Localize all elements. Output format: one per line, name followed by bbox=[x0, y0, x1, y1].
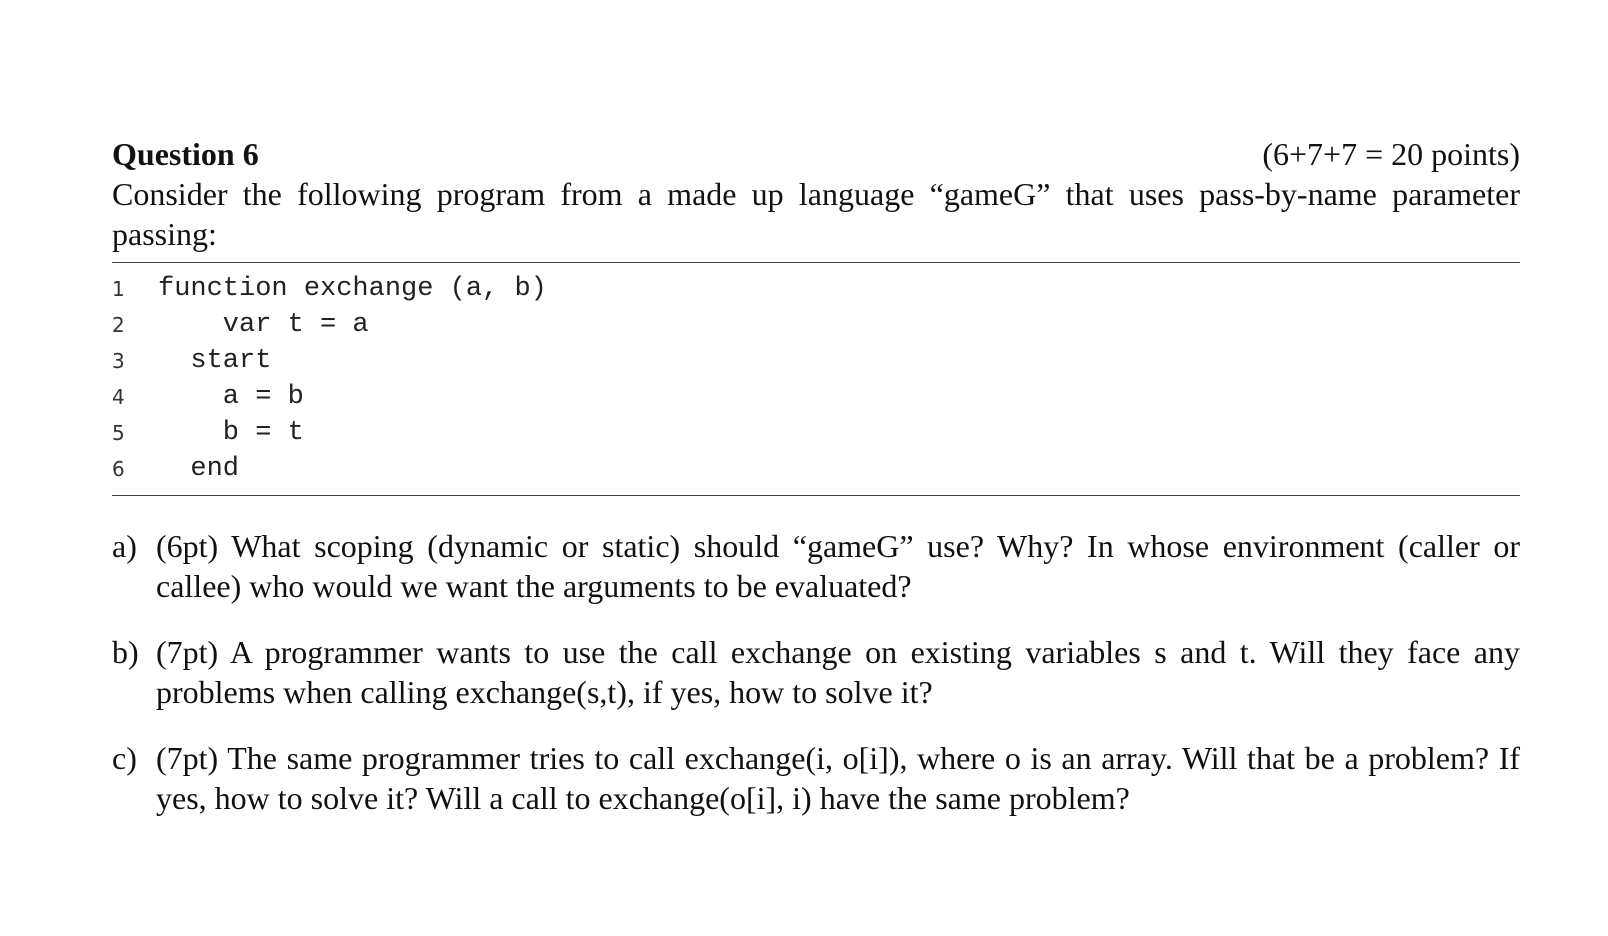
line-number: 1 bbox=[112, 277, 125, 301]
code-line bbox=[112, 415, 1520, 451]
line-number: 6 bbox=[112, 457, 125, 481]
line-number: 5 bbox=[112, 421, 125, 445]
code-text: b = t bbox=[158, 418, 304, 448]
code-text: end bbox=[158, 454, 240, 484]
line-number: 4 bbox=[112, 385, 125, 409]
code-line bbox=[112, 451, 1520, 487]
question-title: Question 6 bbox=[112, 136, 259, 172]
code-text: var t = a bbox=[158, 310, 369, 340]
part-letter: a) bbox=[112, 528, 137, 564]
code-text: function exchange (a, b) bbox=[158, 274, 547, 304]
question-part-a bbox=[112, 526, 1520, 606]
part-text: (6pt) What scoping (dynamic or static) should “gameG” use? Why? In whose environment (caller or callee) who would we want the arguments to be evaluated? bbox=[156, 528, 1520, 604]
line-number: 3 bbox=[112, 349, 125, 373]
question-intro: Consider the following program from a made up language “gameG” that uses pass-by-name parameter passing: bbox=[112, 176, 1520, 252]
code-line bbox=[112, 343, 1520, 379]
question-part-b bbox=[112, 632, 1520, 712]
code-line bbox=[112, 307, 1520, 343]
code-text: a = b bbox=[158, 382, 304, 412]
code-listing bbox=[112, 262, 1520, 496]
question-parts bbox=[112, 526, 1520, 818]
code-text: start bbox=[158, 346, 272, 376]
part-text: (7pt) The same programmer tries to call exchange(i, o[i]), where o is an array. Will that be a problem? If yes, how to solve it? Will a call to exchange(o[i], i) have the same problem? bbox=[156, 740, 1520, 816]
code-line bbox=[112, 379, 1520, 415]
line-number: 2 bbox=[112, 313, 125, 337]
part-letter: b) bbox=[112, 634, 139, 670]
part-letter: c) bbox=[112, 740, 137, 776]
question-page bbox=[112, 134, 1520, 844]
question-points: (6+7+7 = 20 points) bbox=[1262, 136, 1520, 172]
part-text: (7pt) A programmer wants to use the call exchange on existing variables s and t. Will they face any problems when calling exchange(s,t), if yes, how to solve it? bbox=[156, 634, 1520, 710]
code-line bbox=[112, 271, 1520, 307]
question-header bbox=[112, 134, 1520, 174]
question-part-c bbox=[112, 738, 1520, 818]
